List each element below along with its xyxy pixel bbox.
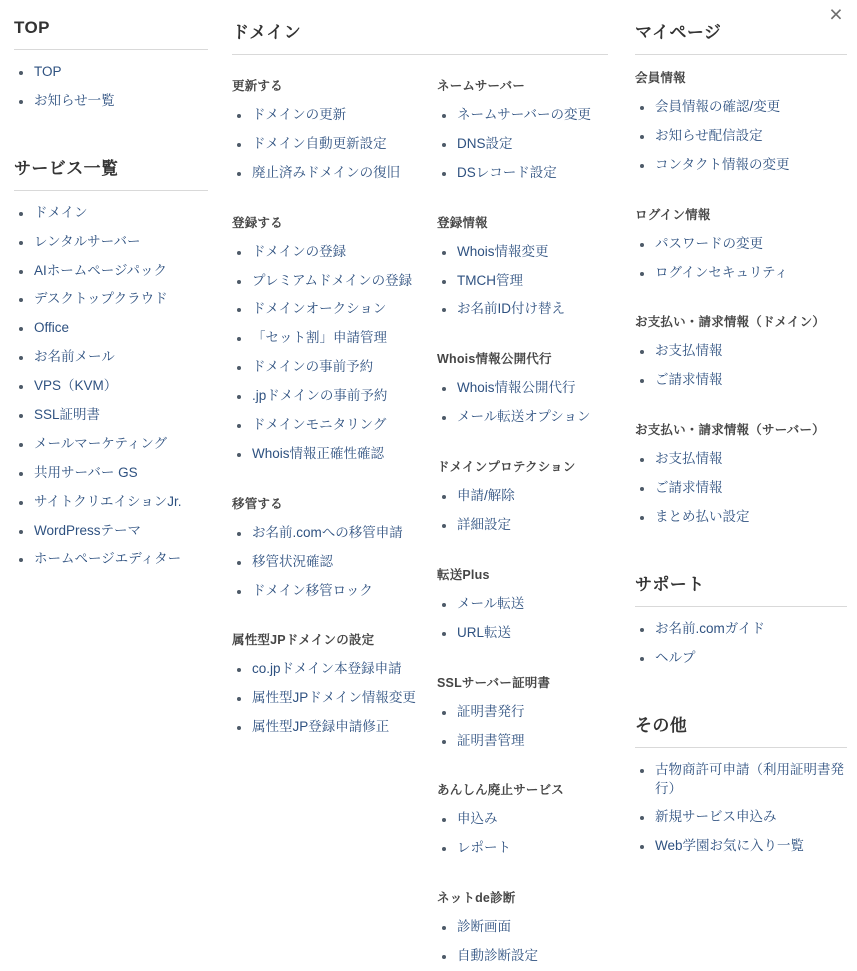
bullet-icon — [19, 501, 23, 505]
menu-item[interactable] — [14, 314, 208, 343]
menu-link[interactable]: ご請求情報 — [655, 372, 723, 388]
menu-link[interactable]: Whois情報公開代行 — [457, 380, 576, 396]
menu-link[interactable]: 古物商許可申請（利用証明書発行） — [655, 761, 844, 796]
bullet-icon — [640, 458, 644, 462]
menu-link[interactable]: お名前.comへの移管申請 — [252, 524, 403, 540]
menu-link[interactable]: 移管状況確認 — [252, 553, 333, 569]
menu-link[interactable]: 診断画面 — [457, 919, 511, 935]
menu-link[interactable]: ログインセキュリティ — [655, 264, 788, 280]
menu-item[interactable] — [437, 101, 608, 130]
menu-item[interactable] — [232, 411, 422, 440]
bullet-icon — [442, 740, 446, 744]
menu-item[interactable] — [635, 832, 847, 861]
domain-subcolumn-right — [437, 63, 608, 971]
menu-item[interactable] — [437, 159, 608, 188]
section-title-mypage: マイページ — [635, 16, 847, 55]
menu-link[interactable]: プレミアムドメインの登録 — [252, 272, 413, 288]
bullet-icon — [19, 385, 23, 389]
section-title-services: サービス一覧 — [14, 152, 208, 191]
menu-item[interactable] — [14, 430, 208, 459]
bullet-icon — [237, 424, 241, 428]
bullet-icon — [19, 298, 23, 302]
menu-link[interactable]: TMCH管理 — [457, 272, 523, 288]
menu-item[interactable] — [232, 267, 422, 296]
menu-link[interactable]: DSレコード設定 — [457, 164, 557, 180]
menu-link[interactable]: ドメインモニタリング — [252, 417, 387, 433]
bullet-icon — [442, 524, 446, 528]
menu-link[interactable]: ドメインオークション — [252, 301, 387, 317]
group-heading: お支払い・請求情報（サーバー） — [635, 423, 825, 438]
menu-item[interactable] — [635, 122, 847, 151]
menu-item[interactable] — [437, 727, 608, 756]
top-list — [14, 58, 208, 116]
bullet-icon — [19, 241, 23, 245]
bullet-icon — [237, 280, 241, 284]
group-heading: SSLサーバー証明書 — [437, 675, 551, 690]
bullet-icon — [640, 516, 644, 520]
section-title-others: その他 — [635, 709, 847, 748]
menu-item[interactable] — [14, 517, 208, 546]
group-heading: ドメインプロテクション — [437, 460, 576, 475]
group-heading: 会員情報 — [635, 71, 686, 85]
bullet-icon — [19, 71, 23, 75]
services-list — [14, 199, 208, 575]
column-mypage — [635, 16, 847, 861]
menu-item[interactable] — [635, 93, 847, 122]
menu-item[interactable] — [14, 372, 208, 401]
bullet-icon — [442, 143, 446, 147]
group-heading: 登録する — [232, 215, 283, 230]
menu-link[interactable]: まとめ払い設定 — [655, 509, 750, 525]
bullet-icon — [640, 657, 644, 661]
menu-item[interactable] — [437, 130, 608, 159]
section-title-domain: ドメイン — [232, 16, 608, 55]
menu-item[interactable] — [635, 503, 847, 532]
bullet-icon — [237, 590, 241, 594]
bullet-icon — [640, 845, 644, 849]
menu-link[interactable]: Whois情報正確性確認 — [252, 445, 385, 461]
menu-item[interactable] — [437, 267, 608, 296]
bullet-icon — [442, 603, 446, 607]
bullet-icon — [442, 416, 446, 420]
bullet-icon — [640, 379, 644, 383]
menu-item[interactable] — [635, 474, 847, 503]
menu-link[interactable]: Whois情報変更 — [457, 243, 549, 259]
bullet-icon — [442, 251, 446, 255]
bullet-icon — [442, 847, 446, 851]
bullet-icon — [442, 632, 446, 636]
menu-item[interactable] — [232, 324, 422, 353]
menu-link[interactable]: 属性型JPドメイン情報変更 — [252, 690, 416, 706]
menu-link[interactable]: お名前.comガイド — [655, 620, 765, 636]
bullet-icon — [237, 308, 241, 312]
menu-item[interactable] — [232, 684, 422, 713]
menu-item[interactable] — [437, 482, 608, 511]
menu-item[interactable] — [437, 805, 608, 834]
bullet-icon — [237, 395, 241, 399]
menu-link[interactable]: AIホームページパック — [34, 262, 168, 278]
menu-link[interactable]: パスワードの変更 — [655, 235, 763, 251]
bullet-icon — [237, 532, 241, 536]
menu-link[interactable]: 自動診断設定 — [457, 948, 538, 964]
bullet-icon — [237, 366, 241, 370]
group-heading: あんしん廃止サービス — [437, 783, 565, 798]
menu-link[interactable]: メールマーケティング — [34, 435, 168, 451]
domain-subcolumn-left — [232, 63, 422, 971]
menu-link[interactable]: VPS（KVM） — [34, 378, 118, 394]
bullet-icon — [640, 816, 644, 820]
menu-link[interactable]: レンタルサーバー — [34, 233, 141, 249]
section-title-top: TOP — [14, 16, 208, 50]
menu-link[interactable]: サイトクリエイションJr. — [34, 493, 182, 509]
menu-link[interactable]: ご請求情報 — [655, 480, 723, 496]
bullet-icon — [237, 726, 241, 730]
bullet-icon — [237, 251, 241, 255]
menu-link[interactable]: ホームページエディター — [34, 551, 182, 567]
menu-item[interactable] — [232, 238, 422, 267]
section-title-support: サポート — [635, 568, 847, 607]
menu-link[interactable]: お知らせ一覧 — [34, 92, 115, 108]
menu-link[interactable]: SSL証明書 — [34, 407, 101, 423]
menu-link[interactable]: co.jpドメイン本登録申請 — [252, 661, 402, 677]
menu-item[interactable] — [14, 545, 208, 574]
menu-link[interactable]: 証明書発行 — [457, 703, 525, 719]
menu-link[interactable]: Web学園お気に入り一覧 — [655, 838, 805, 854]
menu-item[interactable] — [635, 756, 847, 804]
menu-item[interactable] — [437, 511, 608, 540]
menu-link[interactable]: ドメインの更新 — [252, 107, 347, 122]
menu-item[interactable] — [635, 445, 847, 474]
bullet-icon — [640, 350, 644, 354]
bullet-icon — [19, 558, 23, 562]
menu-item[interactable] — [437, 374, 608, 403]
bullet-icon — [442, 818, 446, 822]
bullet-icon — [442, 172, 446, 176]
bullet-icon — [442, 711, 446, 715]
menu-link[interactable]: 申込み — [457, 811, 498, 827]
menu-item[interactable] — [635, 615, 847, 644]
menu-link[interactable]: ドメイン自動更新設定 — [252, 135, 387, 151]
group-heading: お支払い・請求情報（ドメイン） — [635, 315, 826, 330]
bullet-icon — [19, 212, 23, 216]
menu-link[interactable]: TOP — [34, 64, 62, 79]
group-heading: ネットde診断 — [437, 891, 516, 906]
bullet-icon — [19, 356, 23, 360]
bullet-icon — [640, 164, 644, 168]
bullet-icon — [442, 495, 446, 499]
bullet-icon — [237, 172, 241, 176]
menu-item[interactable] — [14, 58, 208, 87]
group-heading: 転送Plus — [437, 567, 490, 582]
bullet-icon — [237, 337, 241, 341]
group-heading: ログイン情報 — [635, 207, 711, 222]
bullet-icon — [237, 668, 241, 672]
menu-link[interactable]: 会員情報の確認/変更 — [655, 99, 781, 114]
bullet-icon — [237, 114, 241, 118]
menu-item[interactable] — [232, 159, 422, 188]
menu-link[interactable]: URL転送 — [457, 624, 512, 640]
bullet-icon — [442, 926, 446, 930]
bullet-icon — [640, 628, 644, 632]
menu-link[interactable]: ドメインの登録 — [252, 243, 347, 259]
column-domain — [232, 16, 608, 971]
bullet-icon — [19, 443, 23, 447]
menu-item[interactable] — [14, 459, 208, 488]
menu-link[interactable]: WordPressテーマ — [34, 522, 142, 538]
menu-item[interactable] — [232, 353, 422, 382]
menu-item[interactable] — [437, 698, 608, 727]
menu-item[interactable] — [635, 230, 847, 259]
bullet-icon — [640, 106, 644, 110]
menu-item[interactable] — [437, 295, 608, 324]
bullet-icon — [640, 135, 644, 139]
menu-item[interactable] — [437, 619, 608, 648]
menu-link[interactable]: ネームサーバーの変更 — [457, 107, 592, 122]
bullet-icon — [237, 143, 241, 147]
bullet-icon — [640, 769, 644, 773]
menu-item[interactable] — [14, 228, 208, 257]
menu-item[interactable] — [232, 577, 422, 606]
menu-link[interactable]: お支払情報 — [655, 451, 723, 467]
menu-item[interactable] — [635, 337, 847, 366]
menu-link[interactable]: お名前メール — [34, 349, 115, 365]
menu-item[interactable] — [437, 590, 608, 619]
bullet-icon — [237, 697, 241, 701]
menu-link[interactable]: コンタクト情報の変更 — [655, 156, 790, 172]
menu-item[interactable] — [635, 644, 847, 673]
bullet-icon — [442, 387, 446, 391]
menu-link[interactable]: ヘルプ — [655, 649, 696, 665]
group-heading: 属性型JPドメインの設定 — [232, 633, 375, 648]
menu-link[interactable]: DNS設定 — [457, 135, 513, 151]
bullet-icon — [19, 530, 23, 534]
menu-link[interactable]: ドメイン移管ロック — [252, 582, 373, 598]
menu-link[interactable]: .jpドメインの事前予約 — [252, 388, 388, 404]
menu-item[interactable] — [635, 259, 847, 288]
menu-item[interactable] — [635, 366, 847, 395]
menu-item[interactable] — [14, 257, 208, 286]
menu-item[interactable] — [232, 382, 422, 411]
menu-item[interactable] — [437, 834, 608, 863]
menu-link[interactable]: Office — [34, 320, 70, 336]
bullet-icon — [237, 561, 241, 565]
menu-link[interactable]: 共用サーバー GS — [34, 464, 138, 480]
menu-link[interactable]: 廃止済みドメインの復旧 — [252, 164, 401, 180]
bullet-icon — [442, 114, 446, 118]
menu-item[interactable] — [232, 519, 422, 548]
bullet-icon — [19, 472, 23, 476]
menu-link[interactable]: デスクトップクラウド — [34, 291, 168, 307]
menu-item[interactable] — [14, 488, 208, 517]
menu-item[interactable] — [14, 199, 208, 228]
menu-link[interactable]: お支払情報 — [655, 343, 723, 359]
menu-item[interactable] — [437, 238, 608, 267]
menu-item[interactable] — [232, 101, 422, 130]
menu-link[interactable]: 「セット割」申請管理 — [252, 330, 387, 346]
menu-link[interactable]: 属性型JP登録申請修正 — [252, 719, 390, 735]
bullet-icon — [640, 243, 644, 247]
menu-item[interactable] — [437, 913, 608, 942]
menu-link[interactable]: レポート — [457, 840, 511, 856]
group-heading: 更新する — [232, 79, 283, 93]
menu-item[interactable] — [232, 440, 422, 469]
bullet-icon — [19, 327, 23, 331]
menu-item[interactable] — [635, 803, 847, 832]
bullet-icon — [19, 100, 23, 104]
bullet-icon — [442, 308, 446, 312]
bullet-icon — [19, 270, 23, 274]
group-heading: 登録情報 — [437, 215, 488, 230]
menu-link[interactable]: メール転送オプション — [457, 409, 591, 425]
menu-item[interactable] — [232, 548, 422, 577]
menu-item[interactable] — [14, 401, 208, 430]
menu-item[interactable] — [232, 295, 422, 324]
menu-link[interactable]: ドメインの事前予約 — [252, 359, 374, 375]
menu-item[interactable] — [14, 343, 208, 372]
menu-link[interactable]: 申請/解除 — [457, 488, 515, 504]
menu-item[interactable] — [232, 713, 422, 742]
menu-link[interactable]: お名前ID付け替え — [457, 301, 565, 317]
menu-link[interactable]: 証明書管理 — [457, 732, 525, 748]
bullet-icon — [640, 487, 644, 491]
bullet-icon — [442, 280, 446, 284]
bullet-icon — [19, 414, 23, 418]
group-heading: ネームサーバー — [437, 79, 526, 93]
menu-link[interactable]: ドメイン — [34, 204, 88, 220]
menu-link[interactable]: 新規サービス申込み — [655, 809, 777, 825]
group-heading: Whois情報公開代行 — [437, 352, 552, 367]
menu-item[interactable] — [232, 655, 422, 684]
menu-item[interactable] — [635, 151, 847, 180]
group-heading: 移管する — [232, 496, 283, 511]
menu-link[interactable]: メール転送 — [457, 595, 525, 611]
menu-item[interactable] — [437, 403, 608, 432]
menu-item[interactable] — [14, 87, 208, 116]
menu-link[interactable]: お知らせ配信設定 — [655, 127, 763, 143]
column-top-services — [14, 16, 208, 574]
menu-item[interactable] — [437, 942, 608, 971]
bullet-icon — [442, 955, 446, 959]
bullet-icon — [237, 453, 241, 457]
bullet-icon — [640, 272, 644, 276]
menu-item[interactable] — [232, 130, 422, 159]
menu-item[interactable] — [14, 285, 208, 314]
close-icon[interactable]: × — [829, 1, 843, 27]
menu-link[interactable]: 詳細設定 — [457, 517, 511, 533]
